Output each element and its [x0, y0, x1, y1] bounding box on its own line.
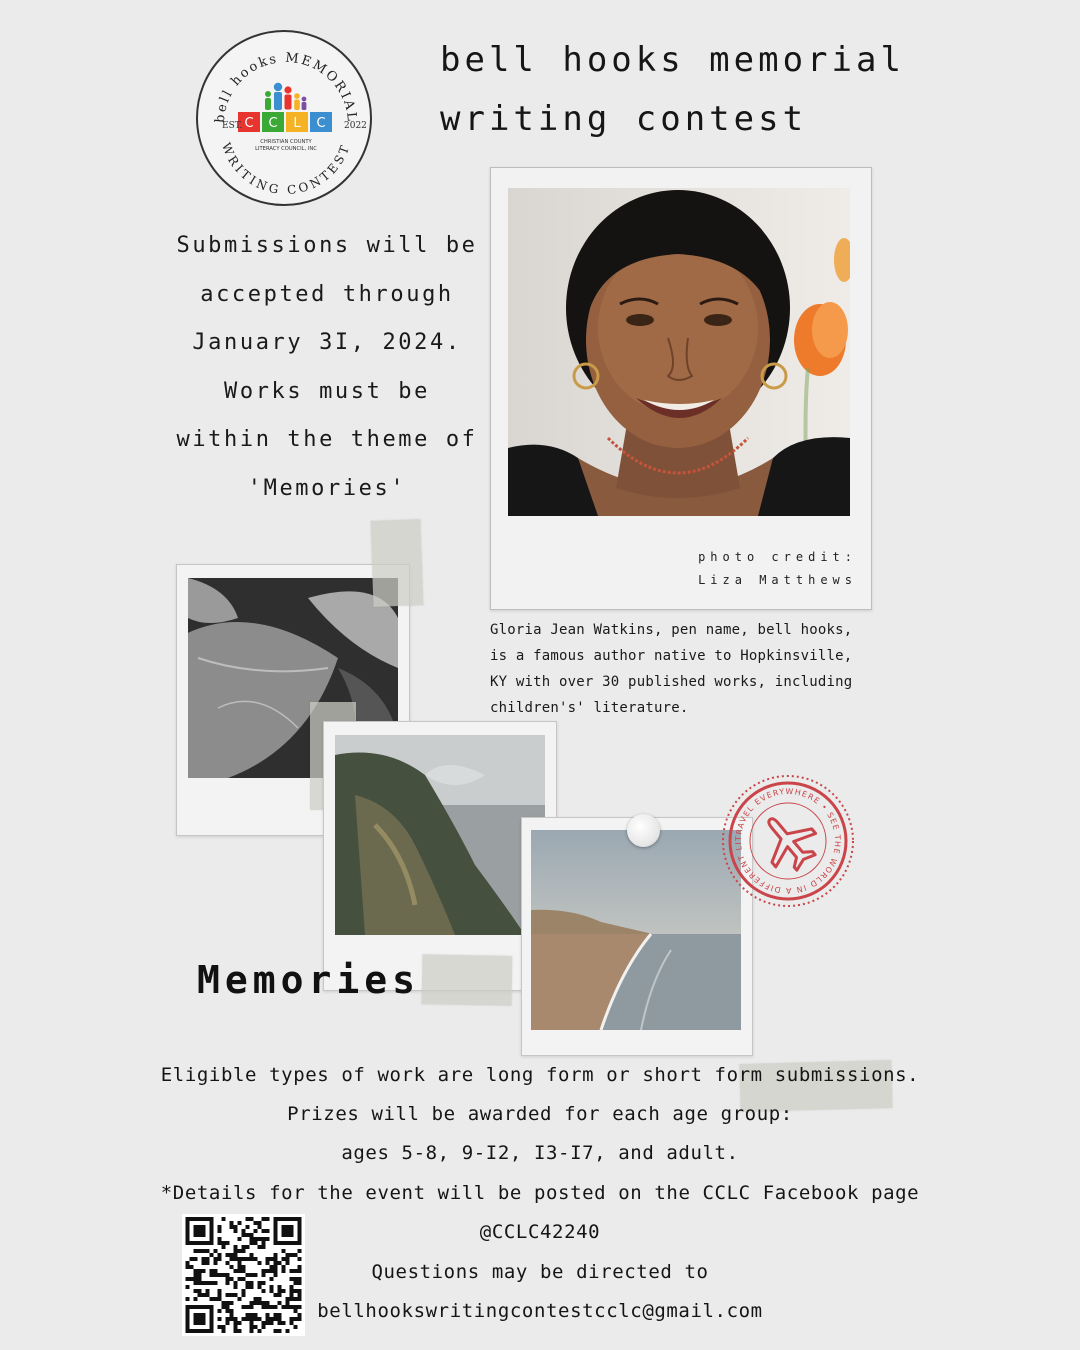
- submission-info: [160, 222, 494, 514]
- photo-credit-label: photo credit:: [698, 550, 857, 564]
- memories-label: Memories: [197, 958, 421, 1002]
- beach-photo: [531, 830, 741, 1030]
- cliff-photo: [335, 735, 545, 935]
- airplane-stamp-icon: [720, 773, 856, 909]
- author-bio: [490, 617, 890, 721]
- qr-code-pattern: [185, 1217, 302, 1333]
- qr-code-icon[interactable]: [182, 1214, 305, 1336]
- author-portrait-photo: [508, 188, 850, 516]
- logo-arc-bottom: WRITING CONTEST: [218, 140, 353, 198]
- beach-polaroid: [521, 817, 753, 1056]
- facebook-handle: @CCLC42240: [479, 1221, 601, 1243]
- logo-org-line2: LITERACY COUNCIL, INC: [255, 146, 317, 152]
- bio-line: KY with over 30 published works, including: [490, 674, 853, 690]
- photo-credit: [698, 546, 857, 592]
- eligible-text: Eligible types of work are long form or short form submissions.: [160, 1064, 920, 1086]
- submission-line: January 3I, 2024.: [192, 330, 462, 356]
- logo-est-label: EST.: [222, 121, 243, 131]
- questions-text: Questions may be directed to: [371, 1261, 709, 1283]
- submission-line: 'Memories': [247, 475, 407, 501]
- logo-artwork: [198, 32, 374, 208]
- submission-line: Works must be: [224, 378, 430, 404]
- author-polaroid: [490, 167, 872, 610]
- logo-org-line1: CHRISTIAN COUNTY: [260, 139, 312, 145]
- portrait-illustration: [508, 188, 850, 516]
- bio-line: Gloria Jean Watkins, pen name, bell hooks,: [490, 622, 853, 638]
- submission-line: within the theme of: [176, 427, 478, 453]
- stamp-text: TRAVEL EVERYWHERE • SEE THE WORLD IN A DIFFERENT LI: [733, 786, 843, 896]
- title-line-2: writing contest: [440, 99, 808, 139]
- bio-line: is a famous author native to Hopkinsville,: [490, 648, 853, 664]
- logo-est-year: 2022: [344, 121, 367, 131]
- title-line-1: bell hooks memorial: [440, 40, 905, 80]
- submission-line: Submissions will be: [176, 233, 478, 258]
- cclc-letter-blocks: [238, 112, 332, 132]
- logo-letter: C: [244, 116, 254, 131]
- family-figures-icon: [265, 83, 306, 110]
- tape-strip: [371, 519, 424, 607]
- bio-line: children's' literature.: [490, 700, 689, 716]
- contact-email[interactable]: bellhookswritingcontestcclc@gmail.com: [317, 1300, 763, 1322]
- logo-arc-top: bell hooks MEMORIAL: [212, 50, 360, 124]
- ages-text: ages 5-8, 9-I2, I3-I7, and adult.: [341, 1142, 739, 1164]
- photo-credit-name: Liza Matthews: [698, 573, 857, 587]
- logo-letter: L: [293, 116, 301, 131]
- pushpin-icon: [627, 814, 660, 847]
- cclc-logo-seal: [196, 30, 372, 206]
- tape-strip: [422, 954, 513, 1006]
- logo-letter: C: [316, 116, 326, 131]
- submission-line: accepted through: [200, 281, 454, 307]
- prizes-text: Prizes will be awarded for each age group:: [287, 1103, 793, 1125]
- logo-letter: C: [268, 116, 278, 131]
- travel-stamp: [720, 773, 856, 909]
- facebook-text: *Details for the event will be posted on the CCLC Facebook page: [160, 1182, 920, 1204]
